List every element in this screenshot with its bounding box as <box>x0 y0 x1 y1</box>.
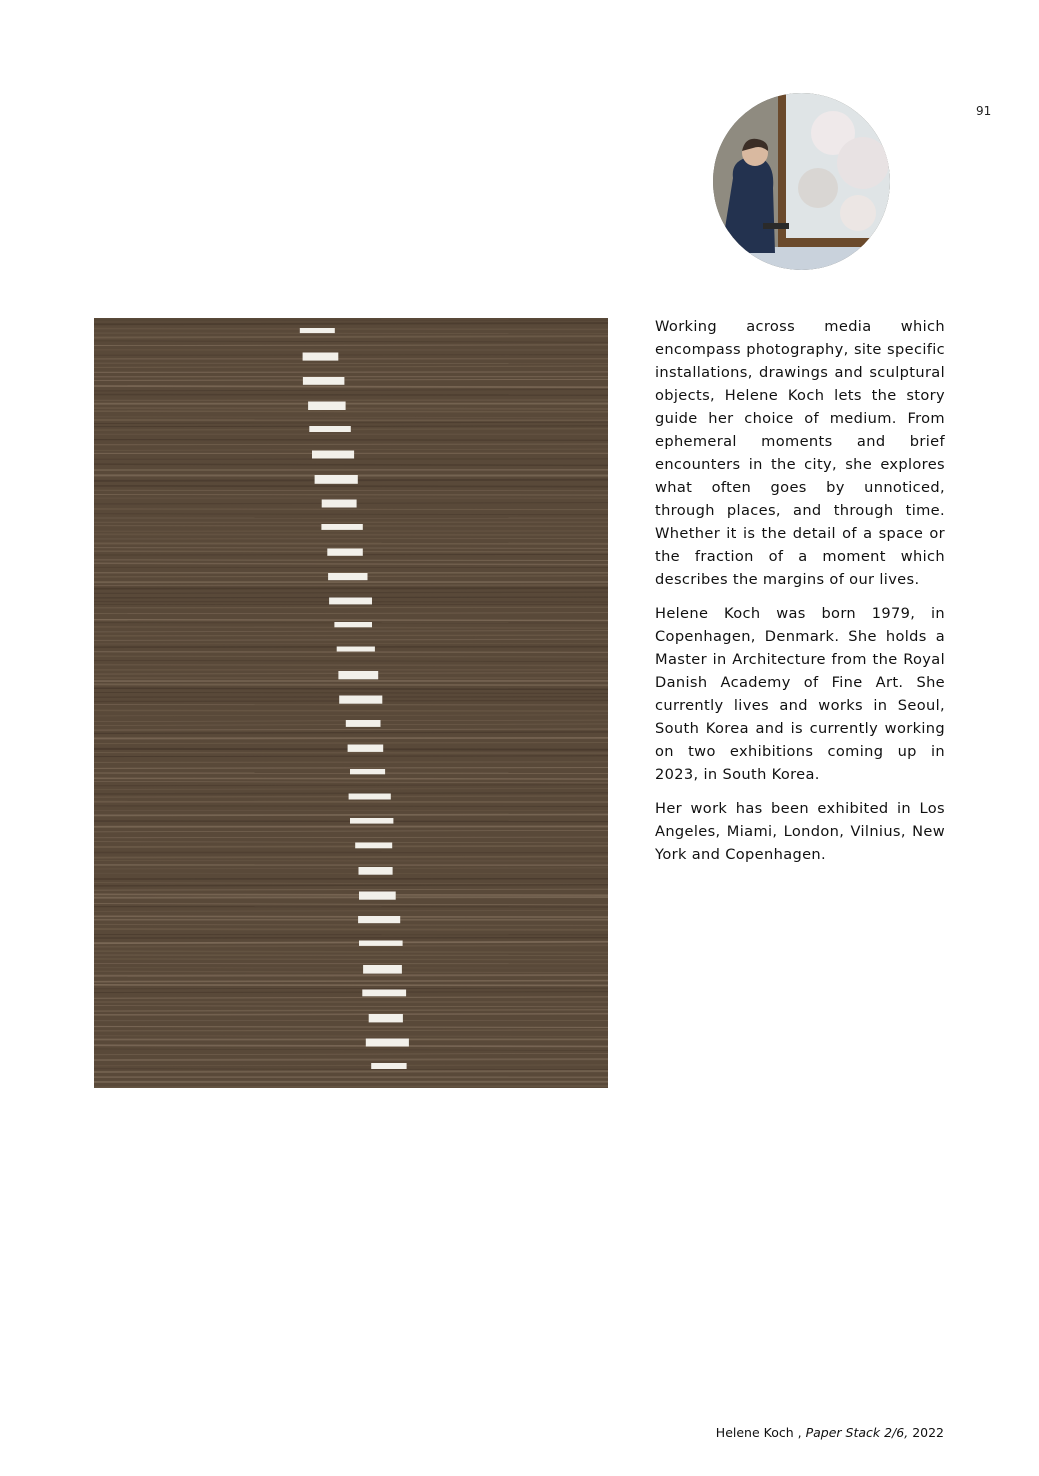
paper-strip-21 <box>355 843 392 849</box>
paper-layer-line <box>94 635 608 636</box>
paper-strip-19 <box>349 794 391 800</box>
paper-layer-line <box>94 710 608 711</box>
paper-layer-line <box>94 509 608 510</box>
paper-layer-line <box>94 386 608 387</box>
caption-title: Paper Stack 2/6, <box>805 1425 909 1440</box>
paper-layer-line <box>94 534 608 535</box>
paper-layer-line <box>94 444 608 445</box>
paper-layer-line <box>94 323 608 324</box>
paper-layer-line <box>94 753 608 754</box>
paper-layer-line <box>94 652 608 653</box>
paper-strip-9 <box>327 549 363 556</box>
paper-strip-23 <box>359 892 396 900</box>
paper-layer-line <box>94 985 608 986</box>
paper-layer-line <box>94 560 608 561</box>
paper-layer-line <box>94 975 608 976</box>
paper-layer-line <box>94 916 608 917</box>
paper-layer-line <box>94 762 608 763</box>
paper-strip-27 <box>362 990 406 997</box>
paper-layer-line <box>94 620 608 621</box>
paper-strip-16 <box>346 720 381 727</box>
bio-paragraph-3: Her work has been exhibited in Los Angeles, Miami, London, Vilnius, New York and Copenhagen. <box>655 800 945 863</box>
paper-strip-13 <box>337 647 375 652</box>
paper-layer-line <box>94 1059 608 1060</box>
caption-year: 2022 <box>912 1425 944 1440</box>
paper-strip-17 <box>348 745 384 752</box>
paper-strip-18 <box>350 769 385 774</box>
paper-strip-5 <box>312 451 354 459</box>
paper-layer-line <box>94 814 608 815</box>
paper-layer-line <box>94 929 608 930</box>
paper-strip-12 <box>334 622 372 627</box>
caption-artist: Helene Koch , <box>715 1425 802 1440</box>
artist-bio <box>655 315 945 877</box>
paper-layer-line <box>94 486 608 487</box>
paper-strip-20 <box>350 818 393 824</box>
paper-strip-4 <box>309 426 351 432</box>
bio-paragraph-2: Helene Koch was born 1979, in Copenhagen, Denmark. She holds a Master in Architecture from the Royal Danish Academy of Fine Art. She currently lives and works in Seoul, South Korea and is currently working on two exhibitions coming up in 2023, in South Korea. <box>655 605 945 783</box>
paper-layer-line <box>94 894 608 895</box>
paper-strip-22 <box>359 867 393 875</box>
paper-layer-line <box>94 333 608 334</box>
paper-strip-29 <box>366 1039 409 1047</box>
paper-stack-photo <box>94 318 608 1088</box>
paper-layer-line <box>94 1036 608 1037</box>
paper-layer-line <box>94 329 608 330</box>
paper-layer-line <box>94 411 608 412</box>
paper-layer-line <box>94 607 608 608</box>
portrait-illustration <box>713 93 890 270</box>
paper-strip-7 <box>322 500 357 508</box>
paper-strip-14 <box>338 671 378 679</box>
paper-strip-28 <box>369 1014 403 1022</box>
paper-layer-line <box>94 395 608 396</box>
paper-layer-line <box>94 684 608 685</box>
paper-layer-line <box>94 1014 608 1015</box>
page-number: 91 <box>976 104 992 118</box>
paper-strip-8 <box>321 524 362 530</box>
bio-paragraph-1: Working across media which encompass photography, site specific installations, drawings and sculptural objects, Helene Koch lets the story guide her choice of medium. From ephemeral moments and brief encounters in the city, she explores what often goes by unnoticed, through places, and through time. Whether it is the detail of a space or the fraction of a moment which describes the margins of our lives. <box>655 318 945 588</box>
paper-layer-line <box>94 959 608 960</box>
paper-layer-line <box>94 857 608 858</box>
paper-strip-24 <box>358 916 400 923</box>
paper-stack-illustration <box>94 318 608 1088</box>
paper-layer-line <box>94 408 608 409</box>
paper-strip-3 <box>308 402 346 411</box>
artist-portrait-photo <box>713 93 890 270</box>
paper-strip-26 <box>363 965 402 974</box>
paper-layer-line <box>94 643 608 644</box>
paper-layer-line <box>94 778 608 779</box>
paper-layer-line <box>94 336 608 337</box>
paper-layer-line <box>94 897 608 898</box>
paper-layer-line <box>94 738 608 739</box>
artwork-caption <box>680 1425 944 1440</box>
paper-layer-line <box>94 440 608 441</box>
paper-strip-30 <box>371 1063 406 1069</box>
paper-strip-0 <box>300 328 335 333</box>
paper-layer-line <box>94 1071 608 1072</box>
paper-layer-line <box>94 1030 608 1031</box>
paper-strip-10 <box>328 573 367 580</box>
paper-layer-line <box>94 372 608 373</box>
paper-strip-1 <box>303 353 339 361</box>
paper-strip-6 <box>315 475 358 484</box>
paper-layer-line <box>94 846 608 847</box>
paper-strip-11 <box>329 598 372 605</box>
paper-layer-line <box>94 1045 608 1046</box>
paper-strip-25 <box>359 941 403 946</box>
paper-strip-15 <box>339 696 382 704</box>
paper-layer-line <box>94 665 608 666</box>
paper-strip-2 <box>303 377 345 385</box>
